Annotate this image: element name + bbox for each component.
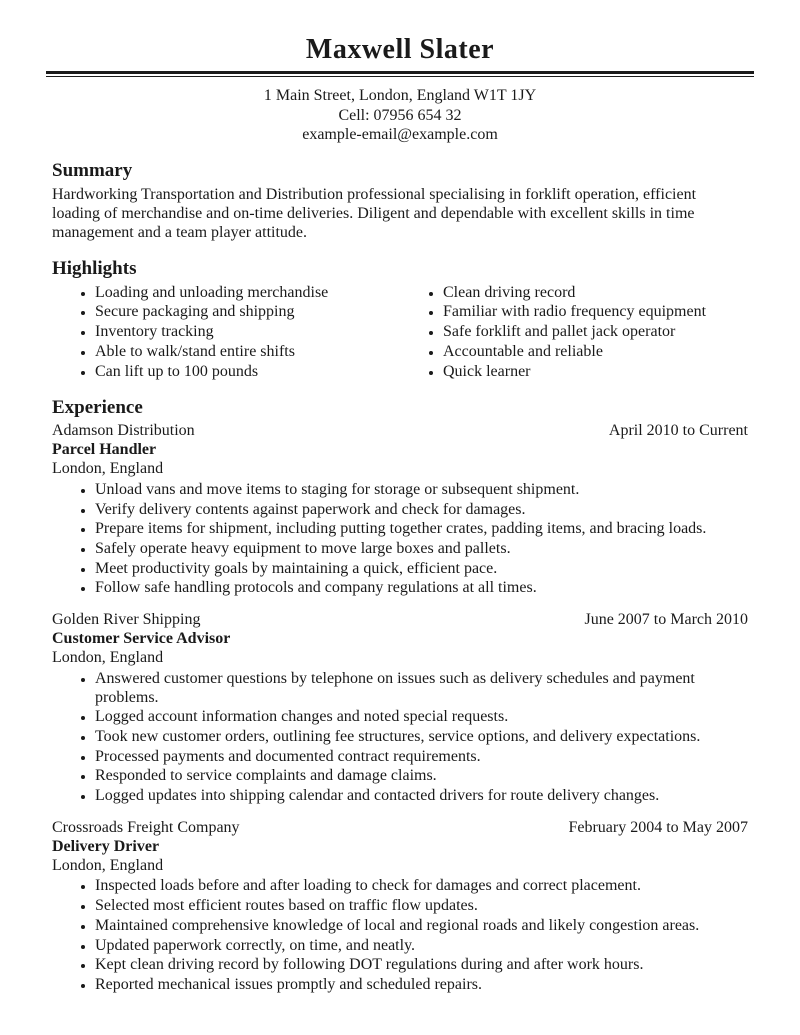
job-bullet: • Logged updates into shipping calendar and contacted drivers for route delivery changes. xyxy=(95,787,748,806)
job-bullet-list xyxy=(52,481,748,598)
job-bullet: • Maintained comprehensive knowledge of local and regional roads and likely congestion areas. xyxy=(95,917,748,936)
contact-email: example-email@example.com xyxy=(302,126,498,144)
job-bullet: • Unload vans and move items to staging for storage or subsequent shipment. xyxy=(95,481,748,500)
job-bullet: • Follow safe handling protocols and company regulations at all times. xyxy=(95,579,748,598)
highlight-item: • Loading and unloading merchandise xyxy=(95,284,400,303)
highlight-item: • Familiar with radio frequency equipment xyxy=(443,303,748,322)
job-entry xyxy=(52,819,748,995)
job-location: London, England xyxy=(52,856,164,874)
job-location: London, England xyxy=(52,648,164,666)
job-title: Delivery Driver xyxy=(52,837,160,855)
job-header xyxy=(52,819,748,838)
highlight-item: • Able to walk/stand entire shifts xyxy=(95,343,400,362)
job-title: Parcel Handler xyxy=(52,441,157,459)
job-entry xyxy=(52,422,748,598)
job-title: Customer Service Advisor xyxy=(52,630,231,648)
job-bullet-list xyxy=(52,877,748,994)
job-bullet: • Reported mechanical issues promptly and scheduled repairs. xyxy=(95,976,748,995)
job-bullet: • Updated paperwork correctly, on time, and neatly. xyxy=(95,937,748,956)
job-bullet: • Prepare items for shipment, including putting together crates, padding items, and bracing loads. xyxy=(95,520,748,539)
contact-block xyxy=(52,86,748,145)
job-dates: June 2007 to March 2010 xyxy=(584,611,748,629)
job-bullet: • Verify delivery contents against paperwork and check for damages. xyxy=(95,501,748,520)
highlights-heading: Highlights xyxy=(52,257,137,279)
job-bullet: • Took new customer orders, outlining fee structures, service options, and delivery expectations. xyxy=(95,728,748,747)
highlight-item: • Accountable and reliable xyxy=(443,343,748,362)
highlight-item: • Can lift up to 100 pounds xyxy=(95,363,400,382)
job-location: London, England xyxy=(52,459,164,477)
job-header xyxy=(52,422,748,441)
highlight-item: • Clean driving record xyxy=(443,284,748,303)
candidate-name: Maxwell Slater xyxy=(305,34,495,65)
job-bullet: • Logged account information changes and noted special requests. xyxy=(95,708,748,727)
summary-heading: Summary xyxy=(52,159,133,181)
highlight-item: • Quick learner xyxy=(443,363,748,382)
job-company: Adamson Distribution xyxy=(52,422,195,440)
highlight-item: • Inventory tracking xyxy=(95,323,400,342)
contact-phone: Cell: 07956 654 32 xyxy=(338,106,462,124)
highlights-list-left xyxy=(52,284,400,382)
job-dates: April 2010 to Current xyxy=(608,422,748,440)
job-header xyxy=(52,611,748,630)
job-bullet: • Safely operate heavy equipment to move large boxes and pallets. xyxy=(95,540,748,559)
header-divider-rule xyxy=(46,71,754,77)
job-bullet: • Processed payments and documented contract requirements. xyxy=(95,748,748,767)
highlights-column-left xyxy=(52,283,400,383)
job-entry xyxy=(52,611,748,806)
highlight-item: • Safe forklift and pallet jack operator xyxy=(443,323,748,342)
job-bullet: • Meet productivity goals by maintaining a quick, efficient pace. xyxy=(95,560,748,579)
highlight-item: • Secure packaging and shipping xyxy=(95,303,400,322)
summary-text: Hardworking Transportation and Distribution professional specialising in forklift operation, efficient loading of merchandise and on-time deliveries. Diligent and dependable with excellent skills in time management and a team player attitude. xyxy=(52,185,697,242)
job-dates: February 2004 to May 2007 xyxy=(568,818,748,836)
job-bullet: • Responded to service complaints and damage claims. xyxy=(95,767,748,786)
contact-address: 1 Main Street, London, England W1T 1JY xyxy=(263,87,537,104)
highlights-list-right xyxy=(400,284,748,382)
highlights-columns xyxy=(52,283,748,383)
job-bullet: • Inspected loads before and after loading to check for damages and correct placement. xyxy=(95,877,748,896)
job-company: Golden River Shipping xyxy=(52,611,201,629)
job-bullet-list xyxy=(52,670,748,806)
experience-heading: Experience xyxy=(52,397,143,419)
job-bullet: • Selected most efficient routes based on traffic flow updates. xyxy=(95,897,748,916)
job-company: Crossroads Freight Company xyxy=(52,818,240,836)
highlights-column-right xyxy=(400,283,748,383)
job-bullet: • Answered customer questions by telephone on issues such as delivery schedules and payment problems. xyxy=(95,670,748,707)
job-bullet: • Kept clean driving record by following DOT regulations during and after work hours. xyxy=(95,956,748,975)
